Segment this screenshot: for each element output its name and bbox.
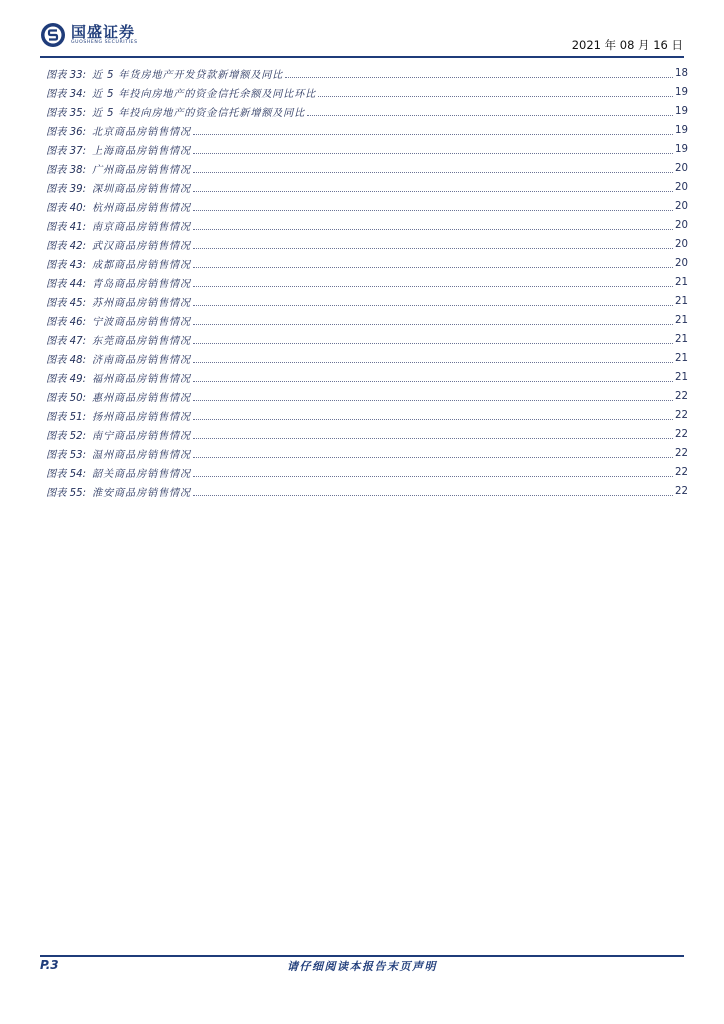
toc-leader-dots <box>193 373 673 382</box>
toc-entry[interactable] <box>46 425 688 444</box>
toc-figure-label: 图表 41: <box>46 222 87 233</box>
toc-page-number: 18 <box>675 68 688 79</box>
toc-figure-title: 武汉商品房销售情况 <box>92 241 191 252</box>
toc-entry[interactable] <box>46 64 688 83</box>
toc-page-number: 22 <box>675 391 688 402</box>
toc-page-number: 20 <box>675 163 688 174</box>
toc-figure-title: 南宁商品房销售情况 <box>92 431 191 442</box>
toc-page-number: 19 <box>675 144 688 155</box>
toc-page-number: 20 <box>675 201 688 212</box>
toc-figure-title: 北京商品房销售情况 <box>92 127 191 138</box>
toc-page-number: 22 <box>675 467 688 478</box>
toc-figure-label: 图表 54: <box>46 469 87 480</box>
toc-entry[interactable] <box>46 349 688 368</box>
toc-figure-title: 东莞商品房销售情况 <box>92 336 191 347</box>
toc-figure-label: 图表 44: <box>46 279 87 290</box>
report-date: 2021 年 08 月 16 日 <box>571 38 683 52</box>
toc-figure-title: 青岛商品房销售情况 <box>92 279 191 290</box>
toc-leader-dots <box>193 202 673 211</box>
toc-leader-dots <box>193 164 673 173</box>
toc-leader-dots <box>193 145 673 154</box>
toc-figure-label: 图表 46: <box>46 317 87 328</box>
toc-page-number: 21 <box>675 277 688 288</box>
toc-entry[interactable] <box>46 482 688 501</box>
toc-entry[interactable] <box>46 102 688 121</box>
toc-entry[interactable] <box>46 254 688 273</box>
toc-leader-dots <box>193 221 673 230</box>
toc-figure-label: 图表 33: <box>46 70 87 81</box>
toc-figure-title: 扬州商品房销售情况 <box>92 412 191 423</box>
toc-entry[interactable] <box>46 387 688 406</box>
toc-entry[interactable] <box>46 330 688 349</box>
toc-entry[interactable] <box>46 197 688 216</box>
toc-figure-title: 近 5 年投向房地产的资金信托余额及同比环比 <box>92 89 317 100</box>
toc-page-number: 19 <box>675 87 688 98</box>
toc-figure-label: 图表 50: <box>46 393 87 404</box>
toc-leader-dots <box>307 107 673 116</box>
toc-figure-label: 图表 38: <box>46 165 87 176</box>
toc-figure-title: 苏州商品房销售情况 <box>92 298 191 309</box>
toc-figure-title: 韶关商品房销售情况 <box>92 469 191 480</box>
toc-entry[interactable] <box>46 121 688 140</box>
toc-figure-title: 温州商品房销售情况 <box>92 450 191 461</box>
logo-text: 国盛证券 <box>71 23 136 41</box>
toc-figure-title: 深圳商品房销售情况 <box>92 184 191 195</box>
toc-entry[interactable] <box>46 368 688 387</box>
toc-leader-dots <box>193 487 673 496</box>
toc-leader-dots <box>193 259 673 268</box>
toc-entry[interactable] <box>46 178 688 197</box>
toc-figure-title: 广州商品房销售情况 <box>92 165 191 176</box>
toc-entry[interactable] <box>46 463 688 482</box>
toc-page-number: 22 <box>675 486 688 497</box>
toc-page-number: 20 <box>675 182 688 193</box>
logo-icon <box>40 22 66 48</box>
toc-figure-title: 淮安商品房销售情况 <box>92 488 191 499</box>
toc-leader-dots <box>193 297 673 306</box>
toc-leader-dots <box>193 278 673 287</box>
page-number: P.3 <box>40 958 59 972</box>
toc-leader-dots <box>193 411 673 420</box>
toc-figure-label: 图表 36: <box>46 127 87 138</box>
toc-entry[interactable] <box>46 292 688 311</box>
toc-figure-title: 近 5 年投向房地产的资金信托新增额及同比 <box>92 108 306 119</box>
toc-leader-dots <box>193 240 673 249</box>
toc-figure-title: 上海商品房销售情况 <box>92 146 191 157</box>
toc-figure-label: 图表 37: <box>46 146 87 157</box>
toc-leader-dots <box>193 430 673 439</box>
toc-leader-dots <box>318 88 673 97</box>
toc-figure-label: 图表 52: <box>46 431 87 442</box>
footer-divider <box>40 955 684 957</box>
toc-figure-label: 图表 45: <box>46 298 87 309</box>
toc-entry[interactable] <box>46 159 688 178</box>
toc-figure-title: 杭州商品房销售情况 <box>92 203 191 214</box>
toc-figure-title: 成都商品房销售情况 <box>92 260 191 271</box>
toc-figure-label: 图表 48: <box>46 355 87 366</box>
toc-page-number: 19 <box>675 106 688 117</box>
toc-entry[interactable] <box>46 140 688 159</box>
toc-leader-dots <box>193 354 673 363</box>
toc-figure-label: 图表 51: <box>46 412 87 423</box>
toc-page-number: 21 <box>675 372 688 383</box>
toc-leader-dots <box>193 335 673 344</box>
toc-figure-label: 图表 49: <box>46 374 87 385</box>
toc-page-number: 22 <box>675 448 688 459</box>
toc-page-number: 22 <box>675 410 688 421</box>
toc-entry[interactable] <box>46 273 688 292</box>
footer-disclaimer: 请仔细阅读本报告末页声明 <box>287 960 437 973</box>
toc-leader-dots <box>285 69 673 78</box>
toc-page-number: 20 <box>675 220 688 231</box>
toc-leader-dots <box>193 449 673 458</box>
toc-leader-dots <box>193 468 673 477</box>
company-logo <box>40 22 138 48</box>
page-header <box>0 0 724 60</box>
toc-entry[interactable] <box>46 444 688 463</box>
toc-figure-label: 图表 39: <box>46 184 87 195</box>
toc-figure-label: 图表 40: <box>46 203 87 214</box>
toc-page-number: 20 <box>675 258 688 269</box>
toc-leader-dots <box>193 316 673 325</box>
toc-figure-title: 宁波商品房销售情况 <box>92 317 191 328</box>
toc-entry[interactable] <box>46 406 688 425</box>
toc-page-number: 19 <box>675 125 688 136</box>
toc-figure-title: 惠州商品房销售情况 <box>92 393 191 404</box>
toc-figure-label: 图表 43: <box>46 260 87 271</box>
toc-figure-label: 图表 42: <box>46 241 87 252</box>
toc-figure-title: 福州商品房销售情况 <box>92 374 191 385</box>
toc-page-number: 21 <box>675 296 688 307</box>
toc-page-number: 21 <box>675 353 688 364</box>
toc-figure-label: 图表 55: <box>46 488 87 499</box>
logo-subtext: GUOSHENG SECURITIES <box>71 40 138 45</box>
toc-page-number: 21 <box>675 334 688 345</box>
toc-figure-label: 图表 47: <box>46 336 87 347</box>
toc-page-number: 20 <box>675 239 688 250</box>
toc-figure-title: 南京商品房销售情况 <box>92 222 191 233</box>
toc-leader-dots <box>193 392 673 401</box>
toc-figure-label: 图表 53: <box>46 450 87 461</box>
toc-entry[interactable] <box>46 83 688 102</box>
toc-entry[interactable] <box>46 216 688 235</box>
toc-figure-label: 图表 35: <box>46 108 87 119</box>
toc-figure-title: 近 5 年货房地产开发贷款新增额及同比 <box>92 70 284 81</box>
toc-entry[interactable] <box>46 311 688 330</box>
toc-entry[interactable] <box>46 235 688 254</box>
toc-figure-title: 济南商品房销售情况 <box>92 355 191 366</box>
toc-page-number: 21 <box>675 315 688 326</box>
header-divider <box>40 56 684 58</box>
toc-leader-dots <box>193 183 673 192</box>
toc-page-number: 22 <box>675 429 688 440</box>
figure-index-list <box>46 64 688 501</box>
toc-figure-label: 图表 34: <box>46 89 87 100</box>
toc-leader-dots <box>193 126 673 135</box>
